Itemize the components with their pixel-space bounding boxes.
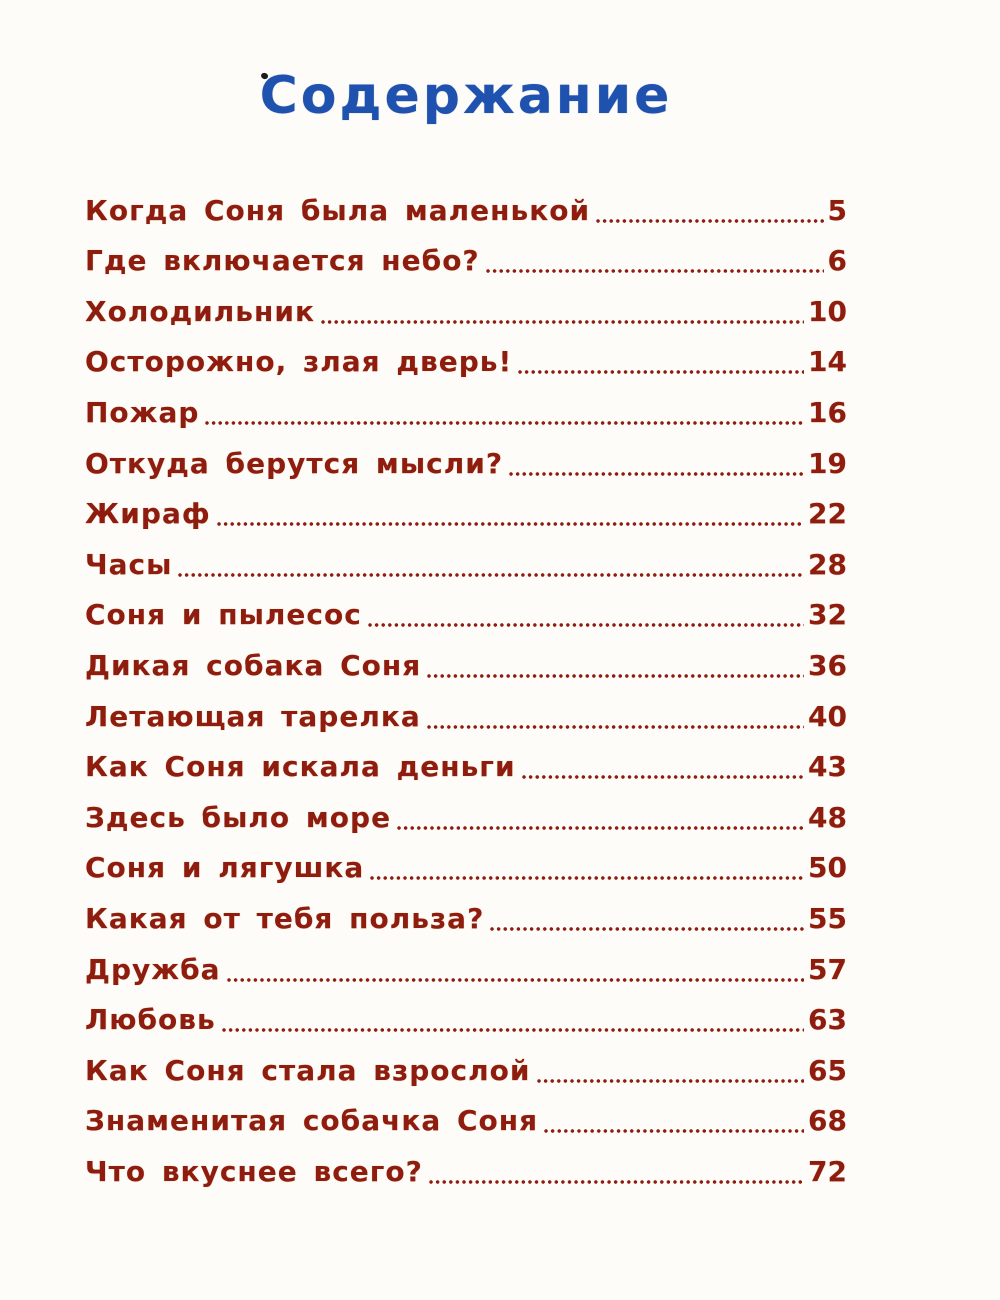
dotted-leader [489,926,804,932]
toc-entry [85,635,847,686]
dotted-leader [226,977,804,983]
toc-entry-page-number: 28 [808,547,847,581]
toc-entry-title: Осторожно, злая дверь! [85,345,513,379]
toc-entry [85,686,847,737]
toc-entry-page-number: 48 [808,800,847,834]
dotted-leader [396,825,804,831]
toc-entry-title: Дикая собака Соня [85,648,422,682]
dotted-leader [426,673,804,679]
toc-entry-title: Когда Соня была маленькой [85,193,591,227]
toc-entry-title: Пожар [85,395,200,429]
toc-entry [85,939,847,990]
toc-entry-title: Где включается небо? [85,244,480,278]
toc-entry-title: Часы [85,547,173,581]
dotted-leader [428,1179,804,1185]
toc-entry-title: Как Соня искала деньги [85,750,516,784]
toc-entry-title: Любовь [85,1003,216,1037]
toc-entry [85,332,847,383]
toc-entry-page-number: 40 [808,699,847,733]
toc-entry-title: Дружба [85,952,221,986]
toc-entry-title: Что вкуснее всего? [85,1154,423,1188]
toc-entry-page-number: 14 [808,345,847,379]
toc-entry [85,888,847,939]
toc-entry-page-number: 19 [808,446,847,480]
toc-entry [85,180,847,231]
toc-entry-title: Какая от тебя польза? [85,901,485,935]
table-of-contents [85,180,847,1192]
toc-entry-page-number: 6 [827,244,847,278]
toc-entry-page-number: 63 [808,1003,847,1037]
toc-entry [85,787,847,838]
dotted-leader [216,521,804,527]
dotted-leader [485,268,824,274]
toc-entry [85,433,847,484]
page-title: Содержание [259,66,673,126]
toc-entry-page-number: 22 [808,497,847,531]
toc-entry-title: Откуда берутся мысли? [85,446,504,480]
toc-entry-title: Знаменитая собачка Соня [85,1104,539,1138]
toc-entry-page-number: 10 [808,294,847,328]
toc-entry [85,231,847,282]
toc-entry-page-number: 68 [808,1104,847,1138]
dotted-leader [508,471,804,477]
toc-entry [85,838,847,889]
toc-entry [85,990,847,1041]
dotted-leader [204,420,804,426]
toc-entry [85,382,847,433]
toc-entry-title: Холодильник [85,294,315,328]
toc-entry-page-number: 32 [808,598,847,632]
dotted-leader [543,1128,804,1134]
toc-entry [85,1141,847,1192]
toc-entry [85,1040,847,1091]
toc-entry-page-number: 55 [808,901,847,935]
toc-entry [85,585,847,636]
toc-entry-title: Жираф [85,497,211,531]
toc-entry-page-number: 5 [827,193,847,227]
toc-entry-page-number: 72 [808,1154,847,1188]
toc-entry-page-number: 57 [808,952,847,986]
toc-entry [85,484,847,535]
dotted-leader [595,218,823,224]
toc-entry-page-number: 43 [808,750,847,784]
toc-entry [85,737,847,788]
toc-entry-page-number: 36 [808,648,847,682]
toc-entry [85,281,847,332]
dotted-leader [426,724,804,730]
toc-entry-page-number: 16 [808,395,847,429]
dotted-leader [367,622,804,628]
dotted-leader [320,319,804,325]
dotted-leader [517,369,804,375]
dotted-leader [221,1027,804,1033]
toc-entry-title: Летающая тарелка [85,699,421,733]
dotted-leader [369,875,804,881]
toc-entry-title: Соня и лягушка [85,851,365,885]
toc-entry [85,1091,847,1142]
toc-entry-page-number: 65 [808,1053,847,1087]
toc-entry-title: Как Соня стала взрослой [85,1053,531,1087]
toc-entry-title: Здесь было море [85,800,392,834]
toc-entry-page-number: 50 [808,851,847,885]
toc-entry-title: Соня и пылесос [85,598,362,632]
dotted-leader [521,774,804,780]
dotted-leader [536,1078,805,1084]
toc-entry [85,534,847,585]
dotted-leader [177,572,804,578]
